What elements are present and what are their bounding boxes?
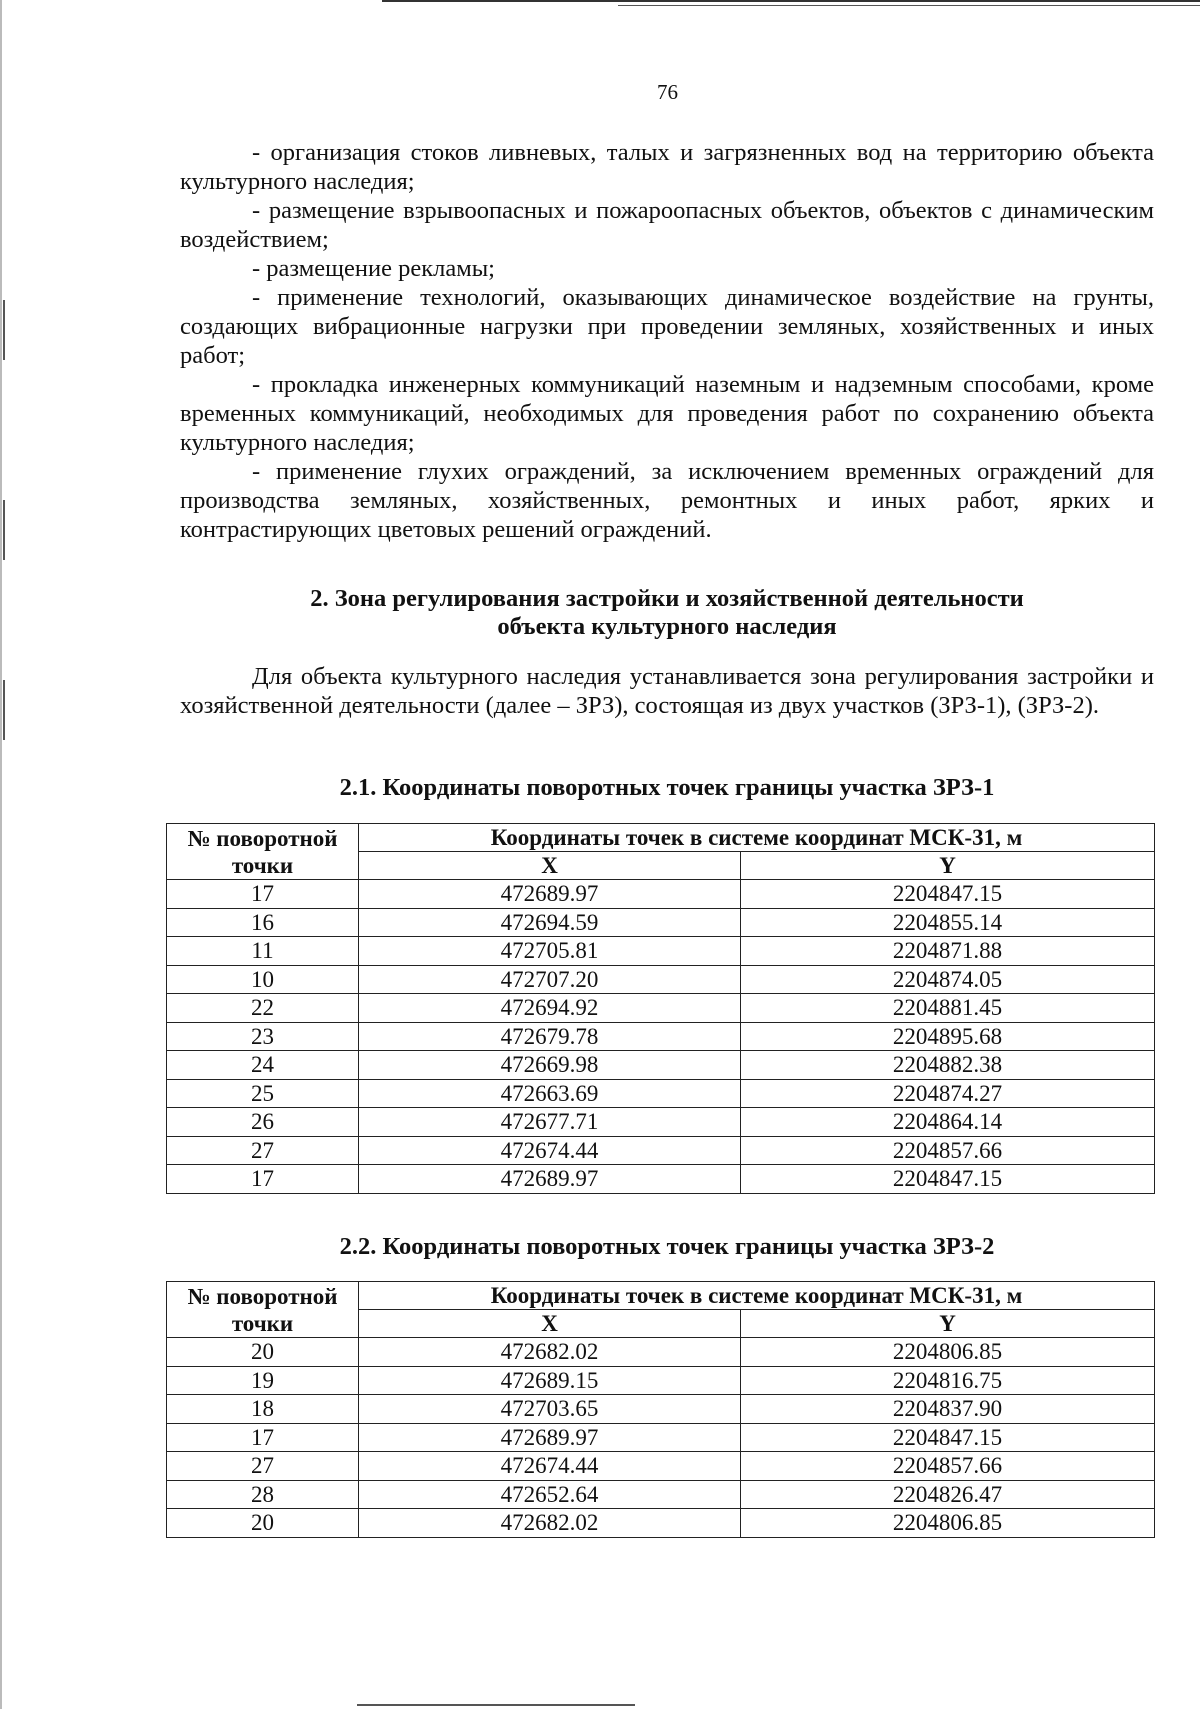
cell-x: 472705.81 <box>359 937 741 966</box>
cell-point-number: 11 <box>167 937 359 966</box>
table1-title: 2.1. Координаты поворотных точек границы участка ЗРЗ-1 <box>339 774 995 801</box>
table-row <box>167 1480 1155 1509</box>
header-point-number: № поворотной точки <box>167 824 359 880</box>
cell-point-number: 20 <box>167 1338 359 1367</box>
cell-point-number: 24 <box>167 1051 359 1080</box>
cell-point-number: 17 <box>167 880 359 909</box>
cell-point-number: 27 <box>167 1136 359 1165</box>
table-row <box>167 908 1155 937</box>
cell-x: 472689.97 <box>359 1423 741 1452</box>
cell-y: 2204857.66 <box>741 1136 1155 1165</box>
header-x: X <box>359 852 741 880</box>
cell-x: 472689.97 <box>359 880 741 909</box>
section-heading-line: 2. Зона регулирования застройки и хозяйственной деятельности <box>310 585 1024 612</box>
cell-point-number: 28 <box>167 1480 359 1509</box>
list-item: - применение глухих ограждений, за исключением временных ограждений для производства земляных, хозяйственных, ремонтных и иных работ, ярких и контрастирующих цветовых решений ограждений. <box>180 458 1154 543</box>
cell-y: 2204847.15 <box>741 1423 1155 1452</box>
table-row <box>167 965 1155 994</box>
cell-y: 2204826.47 <box>741 1480 1155 1509</box>
cell-y: 2204816.75 <box>741 1366 1155 1395</box>
header-coordinates: Координаты точек в системе координат МСК-31, м <box>359 1282 1155 1310</box>
cell-y: 2204855.14 <box>741 908 1155 937</box>
table-row <box>167 1108 1155 1137</box>
cell-y: 2204857.66 <box>741 1452 1155 1481</box>
header-y: Y <box>741 1310 1155 1338</box>
margin-mark <box>3 680 5 740</box>
cell-point-number: 17 <box>167 1165 359 1194</box>
section-heading <box>180 585 1154 641</box>
intro-paragraph: Для объекта культурного наследия устанавливается зона регулирования застройки и хозяйственной деятельности (далее – ЗРЗ), состоящая из двух участков (ЗРЗ-1), (ЗРЗ-2). <box>180 663 1154 719</box>
cell-y: 2204874.27 <box>741 1079 1155 1108</box>
list-item: - применение технологий, оказывающих динамическое воздействие на грунты, создающих вибрационные нагрузки при проведении земляных, хозяйственных и иных работ; <box>180 284 1154 369</box>
list-item: - прокладка инженерных коммуникаций наземным и надземным способами, кроме временных коммуникаций, необходимых для проведения работ по сохранению объекта культурного наследия; <box>180 371 1154 456</box>
list-item: - организация стоков ливневых, талых и загрязненных вод на территорию объекта культурного наследия; <box>180 139 1154 195</box>
cell-y: 2204806.85 <box>741 1509 1155 1538</box>
table-row <box>167 1509 1155 1538</box>
list-item: - размещение рекламы; <box>252 255 495 282</box>
cell-x: 472677.71 <box>359 1108 741 1137</box>
margin-mark <box>3 500 5 560</box>
table-row <box>167 1136 1155 1165</box>
top-rule-secondary <box>618 5 1200 6</box>
cell-x: 472707.20 <box>359 965 741 994</box>
cell-x: 472652.64 <box>359 1480 741 1509</box>
cell-x: 472674.44 <box>359 1452 741 1481</box>
cell-x: 472682.02 <box>359 1338 741 1367</box>
cell-y: 2204847.15 <box>741 1165 1155 1194</box>
coordinates-table-zrz1 <box>166 823 1155 1194</box>
table-row <box>167 1051 1155 1080</box>
cell-point-number: 17 <box>167 1423 359 1452</box>
cell-point-number: 10 <box>167 965 359 994</box>
cell-y: 2204881.45 <box>741 994 1155 1023</box>
header-point-number: № поворотной точки <box>167 1282 359 1338</box>
cell-y: 2204806.85 <box>741 1338 1155 1367</box>
cell-x: 472694.59 <box>359 908 741 937</box>
cell-x: 472669.98 <box>359 1051 741 1080</box>
table-row <box>167 1165 1155 1194</box>
cell-x: 472689.97 <box>359 1165 741 1194</box>
cell-y: 2204874.05 <box>741 965 1155 994</box>
table-row <box>167 1423 1155 1452</box>
cell-x: 472679.78 <box>359 1022 741 1051</box>
cell-point-number: 18 <box>167 1395 359 1424</box>
header-coordinates: Координаты точек в системе координат МСК-31, м <box>359 824 1155 852</box>
table-row <box>167 994 1155 1023</box>
table-row <box>167 880 1155 909</box>
table-row <box>167 1366 1155 1395</box>
restrictions-list <box>180 138 1154 544</box>
cell-y: 2204847.15 <box>741 880 1155 909</box>
section-intro <box>180 662 1154 720</box>
cell-y: 2204837.90 <box>741 1395 1155 1424</box>
cell-x: 472703.65 <box>359 1395 741 1424</box>
cell-x: 472663.69 <box>359 1079 741 1108</box>
cell-y: 2204895.68 <box>741 1022 1155 1051</box>
top-rule <box>382 0 1200 2</box>
cell-point-number: 27 <box>167 1452 359 1481</box>
cell-point-number: 26 <box>167 1108 359 1137</box>
cell-point-number: 19 <box>167 1366 359 1395</box>
coordinates-table-zrz2 <box>166 1281 1155 1538</box>
cell-point-number: 16 <box>167 908 359 937</box>
table-row <box>167 1079 1155 1108</box>
header-y: Y <box>741 852 1155 880</box>
cell-x: 472682.02 <box>359 1509 741 1538</box>
cell-y: 2204864.14 <box>741 1108 1155 1137</box>
table-row <box>167 1338 1155 1367</box>
table-row <box>167 937 1155 966</box>
cell-point-number: 22 <box>167 994 359 1023</box>
page-edge <box>0 0 2 1709</box>
cell-x: 472674.44 <box>359 1136 741 1165</box>
section-heading-line: объекта культурного наследия <box>497 613 837 640</box>
cell-y: 2204871.88 <box>741 937 1155 966</box>
table2-title: 2.2. Координаты поворотных точек границы участка ЗРЗ-2 <box>339 1233 995 1260</box>
margin-mark <box>3 300 5 360</box>
cell-x: 472694.92 <box>359 994 741 1023</box>
cell-y: 2204882.38 <box>741 1051 1155 1080</box>
list-item: - размещение взрывоопасных и пожароопасных объектов, объектов с динамическим воздействием; <box>180 197 1154 253</box>
header-x: X <box>359 1310 741 1338</box>
cell-point-number: 20 <box>167 1509 359 1538</box>
page-number: 76 <box>657 80 678 104</box>
cell-x: 472689.15 <box>359 1366 741 1395</box>
table-row <box>167 1395 1155 1424</box>
table-row <box>167 1452 1155 1481</box>
cell-point-number: 23 <box>167 1022 359 1051</box>
bottom-rule <box>357 1704 635 1706</box>
cell-point-number: 25 <box>167 1079 359 1108</box>
table-row <box>167 1022 1155 1051</box>
